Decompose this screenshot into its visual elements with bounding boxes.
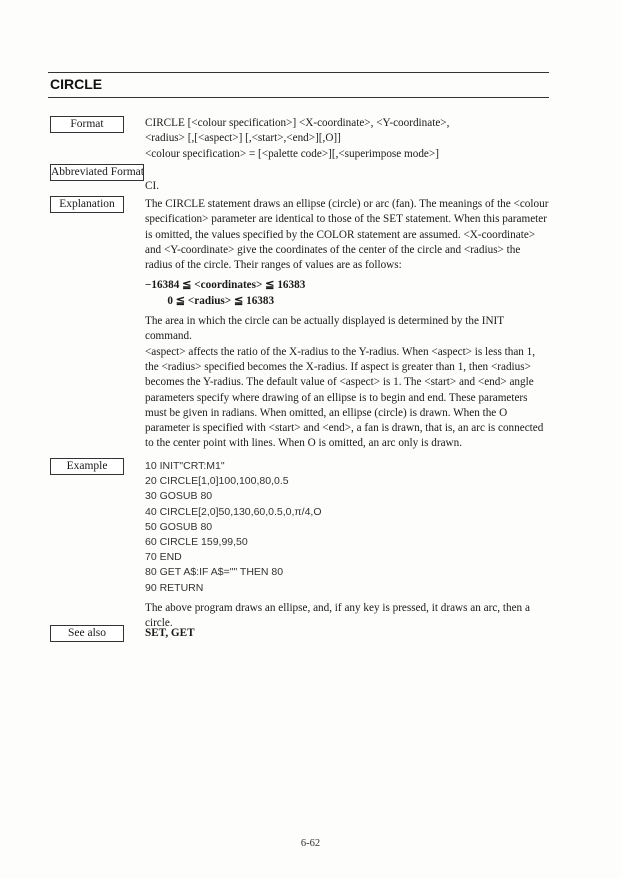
explanation-paragraph-3: <aspect> affects the ratio of the X-radius to the Y-radius. When <aspect> is less than 1, the <radius> specified becomes the X-radius. If aspect is greater than 1, then <radius> becomes the Y-radius. The default value of <aspect> is 1. The <start> and <end> angle parameters specify where drawing of an ellipse is to begin and end. These parameters must be given in radians. When omitted, an ellipse (circle) is drawn. When the O parameter is specified with <start> and <end>, a fan is drawn, that is, an arc is connected to the center point with lines. When O is omitted, an arc only is drawn. <box>145 345 544 450</box>
format-content <box>145 116 550 162</box>
coordinates-range: −16384 ≦ <coordinates> ≦ 16383 <box>145 279 306 292</box>
example-label: Example <box>50 458 124 475</box>
example-content <box>145 459 550 631</box>
see-also-content <box>145 626 550 641</box>
radius-range: 0 ≦ <radius> ≦ 16383 <box>145 294 275 307</box>
top-rule <box>48 72 549 73</box>
code-line: 40 CIRCLE[2,0]50,130,60,0.5,0,π/4,O <box>145 505 322 518</box>
code-line: 80 GET A$:IF A$="" THEN 80 <box>145 566 284 579</box>
example-code <box>145 459 550 596</box>
explanation-paragraph-2: The area in which the circle can be actually displayed is determined by the INIT command. <box>145 315 504 343</box>
code-line: 20 CIRCLE[1,0]100,100,80,0.5 <box>145 475 289 488</box>
code-line: 60 CIRCLE 159,99,50 <box>145 536 248 549</box>
code-line: 30 GOSUB 80 <box>145 490 213 503</box>
format-line-2: <radius> [,[<aspect>] [,<start>,<end>][,O]] <box>145 132 341 145</box>
abbreviated-format-label: Abbreviated Format <box>50 164 144 181</box>
see-also-label: See also <box>50 625 124 642</box>
page-title: CIRCLE <box>50 76 103 92</box>
code-line: 50 GOSUB 80 <box>145 520 213 533</box>
format-line-3: <colour specification> = [<palette code>][,<superimpose mode>] <box>145 147 439 160</box>
explanation-label: Explanation <box>50 196 124 213</box>
format-line-1: CIRCLE [<colour specification>] <X-coordinate>, <Y-coordinate>, <box>145 117 450 129</box>
code-line: 90 RETURN <box>145 581 204 594</box>
code-line: 70 END <box>145 551 182 564</box>
explanation-content <box>145 197 550 452</box>
value-ranges <box>145 278 550 309</box>
example-note: The above program draws an ellipse, and, if any key is pressed, it draws an arc, then a circle. <box>145 601 530 630</box>
abbreviated-format-content <box>145 179 550 194</box>
explanation-intro: The CIRCLE statement draws an ellipse (circle) or arc (fan). The meanings of the <colour specification> parameter are identical to those of the SET statement. When this parameter is omitted, the values specified by the COLOR statement are assumed. <X-coordinate> and <Y-coordinate> give the coordinates of the center of the circle and <radius> the radius of the circle. Their ranges of values are as follows: <box>145 198 549 272</box>
page-number: 6-62 <box>300 838 321 849</box>
see-also-text: SET, GET <box>145 627 195 639</box>
title-underline <box>48 97 549 98</box>
format-label: Format <box>50 116 124 133</box>
code-line: 10 INIT"CRT:M1" <box>145 460 225 472</box>
abbreviated-format-text: CI. <box>145 180 159 192</box>
